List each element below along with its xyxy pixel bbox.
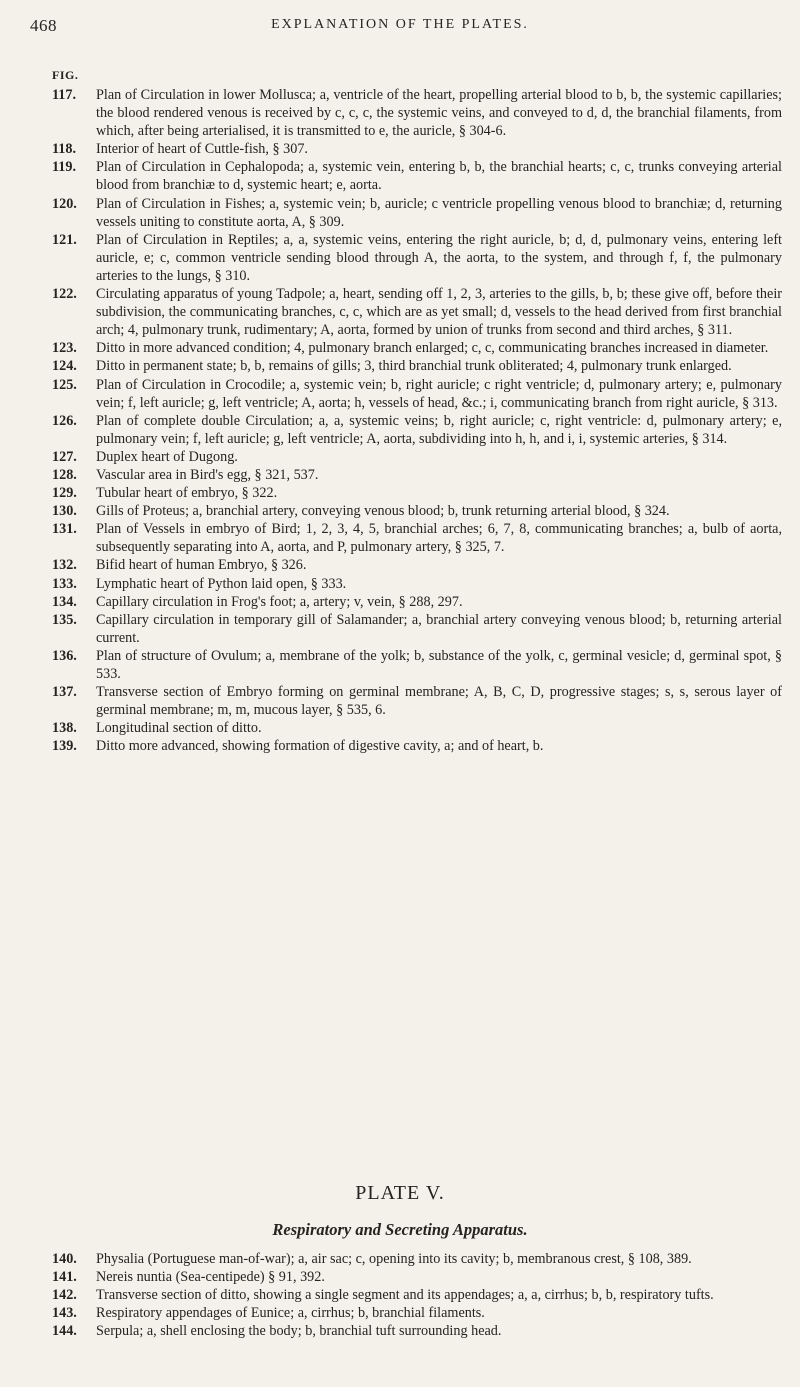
- figure-caption: Longitudinal section of ditto.: [96, 720, 262, 737]
- figure-entry: [52, 1322, 782, 1340]
- figure-caption: Bifid heart of human Embryo, § 326.: [96, 557, 307, 574]
- figure-number: 120.: [52, 195, 77, 212]
- plate-subtitle: Respiratory and Secreting Apparatus.: [272, 1220, 528, 1239]
- figure-number: 144.: [52, 1323, 77, 1340]
- figure-caption: Plan of Circulation in Crocodile; a, systemic vein; b, right auricle; c right ventricle; d, pulmonary artery; e, pulmonary vein; f, left auricle; g, left ventricle; A, aorta; h, vessels of head, &c.; i, communicating branch from right auricle, § 313.: [96, 376, 782, 411]
- figure-number: 134.: [52, 593, 77, 610]
- page-header: [0, 16, 800, 40]
- figure-number: 132.: [52, 557, 77, 574]
- figure-entry: [52, 466, 782, 484]
- figure-number: 136.: [52, 647, 77, 664]
- figure-number: 118.: [52, 141, 77, 158]
- figure-number: 121.: [52, 231, 77, 248]
- figure-entry: [52, 593, 782, 611]
- figure-entry: [52, 719, 782, 737]
- figure-number: 124.: [52, 358, 77, 375]
- figure-caption: Ditto more advanced, showing formation of digestive cavity, a; and of heart, b.: [96, 738, 544, 755]
- figure-entry: [52, 1268, 782, 1286]
- page-number: 468: [30, 16, 57, 35]
- figure-entry: [52, 1304, 782, 1322]
- fig-column-heading: FIG.: [52, 68, 79, 82]
- figure-number: 143.: [52, 1305, 77, 1322]
- figure-caption: Vascular area in Bird's egg, § 321, 537.: [96, 466, 319, 483]
- figure-caption: Transverse section of ditto, showing a single segment and its appendages; a, a, cirrhus; b, b, respiratory tufts.: [96, 1287, 714, 1304]
- figure-entry: [52, 412, 782, 448]
- figure-entry: [52, 86, 782, 140]
- figure-caption: Circulating apparatus of young Tadpole; a, heart, sending off 1, 2, 3, arteries to the gills, b, b; these give off, before their subdivision, the communicating branches, c, c, which are as yet small; d, vessels to the head derived from first branchial arch; 4, pulmonary trunk, rudimentary; A, aorta, formed by union of trunks from second and third arches, § 311.: [96, 286, 782, 339]
- figure-number: 135.: [52, 611, 77, 628]
- figure-caption: Interior of heart of Cuttle-fish, § 307.: [96, 141, 308, 158]
- figure-entry: [52, 158, 782, 194]
- figure-entry: [52, 520, 782, 556]
- figure-caption: Ditto in more advanced condition; 4, pulmonary branch enlarged; c, c, communicating branches increased in diameter.: [96, 340, 769, 357]
- figure-number: 117.: [52, 87, 77, 103]
- figure-caption: Plan of structure of Ovulum; a, membrane of the yolk; b, substance of the yolk, c, germinal vesicle; d, germinal spot, § 533.: [96, 647, 782, 682]
- figure-caption: Capillary circulation in Frog's foot; a, artery; v, vein, § 288, 297.: [96, 593, 463, 610]
- figure-number: 123.: [52, 340, 77, 357]
- figure-entry: [52, 448, 782, 466]
- figure-entry: [52, 502, 782, 520]
- figure-entry: [52, 1250, 782, 1268]
- figure-number: 137.: [52, 684, 77, 701]
- figure-entry: [52, 339, 782, 357]
- figure-list-plate-v: [52, 1250, 782, 1340]
- figure-caption: Respiratory appendages of Eunice; a, cirrhus; b, branchial filaments.: [96, 1305, 485, 1322]
- figure-caption: Nereis nuntia (Sea-centipede) § 91, 392.: [96, 1269, 325, 1286]
- figure-caption: Tubular heart of embryo, § 322.: [96, 485, 278, 502]
- figure-entry: [52, 195, 782, 231]
- figure-caption: Transverse section of Embryo forming on germinal membrane; A, B, C, D, progressive stages; s, s, serous layer of germinal membrane; m, m, mucous layer, § 535, 6.: [96, 684, 782, 719]
- figure-number: 138.: [52, 720, 77, 737]
- figure-list-plate-iv: [52, 86, 782, 755]
- figure-entry: [52, 376, 782, 412]
- figure-entry: [52, 231, 782, 285]
- figure-entry: [52, 285, 782, 339]
- figure-caption: Plan of Circulation in Cephalopoda; a, systemic vein, entering b, b, the branchial hearts; c, c, trunks conveying arterial blood from branchiæ to d, systemic heart; e, aorta.: [96, 159, 782, 194]
- figure-number: 127.: [52, 448, 77, 465]
- figure-number: 129.: [52, 485, 77, 502]
- figure-entry: [52, 1286, 782, 1304]
- figure-caption: Physalia (Portuguese man-of-war); a, air sac; c, opening into its cavity; b, membranous crest, § 108, 389.: [96, 1251, 692, 1267]
- figure-caption: Plan of complete double Circulation; a, a, systemic veins; b, right auricle; c, right ventricle: d, pulmonary artery; e, pulmonary vein; f, left auricle; g, left ventricle; A, aorta, subdividing into h, h, and i, i, systemic arteries, § 314.: [96, 412, 782, 447]
- figure-entry: [52, 737, 782, 755]
- running-head: EXPLANATION OF THE PLATES.: [271, 17, 529, 32]
- figure-number: 133.: [52, 575, 77, 592]
- figure-caption: Plan of Vessels in embryo of Bird; 1, 2, 3, 4, 5, branchial arches; 6, 7, 8, communicating branches; a, bulb of aorta, subsequently separating into A, aorta, and P, pulmonary artery, § 325, 7.: [96, 521, 782, 556]
- figure-entry: [52, 647, 782, 683]
- figure-caption: Plan of Circulation in Reptiles; a, a, systemic veins, entering the right auricle, b; d, d, pulmonary veins, entering left auricle, e; c, common ventricle sending blood through A, the aorta, to the system, and through f, f, the pulmonary arteries to the lungs, § 310.: [96, 231, 782, 284]
- figure-number: 126.: [52, 412, 77, 429]
- figure-number: 139.: [52, 738, 77, 755]
- figure-number: 140.: [52, 1251, 77, 1267]
- figure-number: 119.: [52, 159, 77, 176]
- figure-entry: [52, 140, 782, 158]
- figure-number: 141.: [52, 1269, 77, 1286]
- figure-entry: [52, 357, 782, 375]
- figure-caption: Plan of Circulation in lower Mollusca; a, ventricle of the heart, propelling arterial blood to b, b, the systemic capillaries; the blood rendered venous is received by c, c, c, the systemic veins, and conveyed to d, d, the branchial filaments, from which, after being arterialised, it is transmitted to e, the auricle, § 304-6.: [96, 87, 782, 140]
- figure-number: 125.: [52, 376, 77, 393]
- figure-number: 130.: [52, 503, 77, 520]
- figure-caption: Ditto in permanent state; b, b, remains of gills; 3, third branchial trunk obliterated; 4, pulmonary trunk enlarged.: [96, 358, 732, 375]
- figure-entry: [52, 611, 782, 647]
- figure-caption: Serpula; a, shell enclosing the body; b, branchial tuft surrounding head.: [96, 1323, 502, 1340]
- figure-entry: [52, 575, 782, 593]
- figure-entry: [52, 556, 782, 574]
- figure-number: 122.: [52, 286, 77, 303]
- figure-caption: Lymphatic heart of Python laid open, § 333.: [96, 575, 347, 592]
- plate-title: PLATE V.: [355, 1182, 445, 1204]
- figure-number: 128.: [52, 466, 77, 483]
- figure-number: 142.: [52, 1287, 77, 1304]
- figure-caption: Plan of Circulation in Fishes; a, systemic vein; b, auricle; c ventricle propelling venous blood to branchiæ; d, returning vessels uniting to constitute aorta, A, § 309.: [96, 195, 782, 230]
- figure-caption: Duplex heart of Dugong.: [96, 448, 238, 465]
- figure-caption: Gills of Proteus; a, branchial artery, conveying venous blood; b, trunk returning arterial blood, § 324.: [96, 503, 670, 520]
- figure-number: 131.: [52, 521, 77, 538]
- figure-entry: [52, 484, 782, 502]
- figure-caption: Capillary circulation in temporary gill of Salamander; a, branchial artery conveying venous blood; b, returning arterial current.: [96, 611, 782, 646]
- figure-entry: [52, 683, 782, 719]
